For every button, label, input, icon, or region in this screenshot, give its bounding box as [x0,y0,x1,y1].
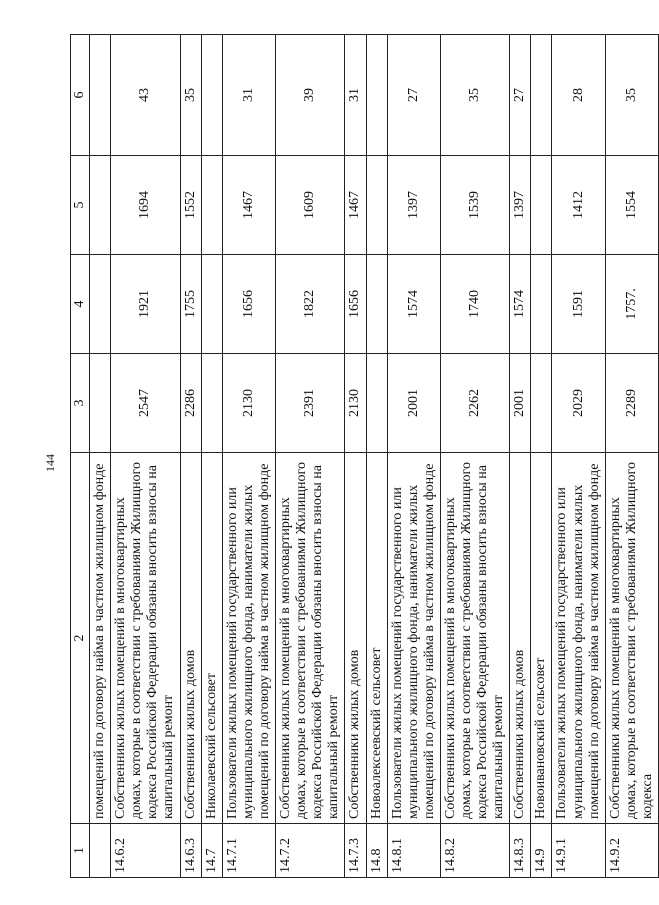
value-cell-col5: 1552 [180,156,201,255]
value-cell-col6: 28 [552,35,605,156]
value-cell-col6: 31 [222,35,275,156]
value-cell-col5: 1467 [345,156,366,255]
column-header: 1 [71,824,90,878]
page-number: 144 [43,454,57,472]
value-cell-col4: 1656 [345,255,366,354]
table-row [345,35,366,878]
value-cell-col4: 1757. [605,255,658,354]
row-description-cell: Собственники жилых домов [180,453,201,824]
table-row [387,35,440,878]
value-cell-col3: 2001 [387,354,440,453]
value-cell-col5 [531,156,552,255]
value-cell-col6 [90,35,111,156]
value-cell-col3: 2130 [222,354,275,453]
row-description-cell: Собственники жилых помещений в многоквартирных домах, которые в соответствии с требованиями Жилищного кодекса Российской Федерации обязаны вносить взносы на капитальный ремонт [440,453,509,824]
value-cell-col3: 2286 [180,354,201,453]
value-cell-col6: 43 [111,35,180,156]
value-cell-col5: 1397 [387,156,440,255]
value-cell-col6 [201,35,222,156]
value-cell-col3: 2029 [552,354,605,453]
value-cell-col3: 2130 [345,354,366,453]
value-cell-col4: 1656 [222,255,275,354]
row-number-cell: 14.8.1 [387,824,440,878]
table-row [440,35,509,878]
value-cell-col5 [201,156,222,255]
value-cell-col6: 27 [510,35,531,156]
row-number-cell: 14.7.2 [276,824,345,878]
row-description-cell: помещений по договору найма в частном жилищном фонде [90,453,111,824]
table-row [90,35,111,878]
value-cell-col5 [366,156,387,255]
row-number-cell: 14.6.2 [111,824,180,878]
value-cell-col6: 31 [345,35,366,156]
row-description-cell: Пользователи жилых помещений государственного или муниципального жилищного фонда, наниматели жилых помещений по договору найма в частном жилищном фонде [222,453,275,824]
table-row [510,35,531,878]
column-header: 4 [71,255,90,354]
value-cell-col4: 1574 [510,255,531,354]
table-row [552,35,605,878]
value-cell-col3 [90,354,111,453]
value-cell-col5: 1694 [111,156,180,255]
value-cell-col4: 1740 [440,255,509,354]
table-row [222,35,275,878]
rotated-page [70,35,655,878]
value-cell-col5: 1397 [510,156,531,255]
column-header: 3 [71,354,90,453]
table-row [111,35,180,878]
row-description-cell: Новоалексеевский сельсовет [366,453,387,824]
value-cell-col6 [366,35,387,156]
table-row [605,35,658,878]
row-number-cell: 14.8 [366,824,387,878]
row-description-cell: Собственники жилых домов [510,453,531,824]
table-row [180,35,201,878]
row-number-cell: 14.9.1 [552,824,605,878]
value-cell-col3: 2289 [605,354,658,453]
value-cell-col3: 2391 [276,354,345,453]
value-cell-col3: 2001 [510,354,531,453]
value-cell-col3 [201,354,222,453]
value-cell-col5: 1412 [552,156,605,255]
value-cell-col6: 27 [387,35,440,156]
value-cell-col4 [531,255,552,354]
value-cell-col3 [531,354,552,453]
value-cell-col3 [366,354,387,453]
row-number-cell: 14.6.3 [180,824,201,878]
value-cell-col6: 35 [180,35,201,156]
value-cell-col6: 35 [440,35,509,156]
row-description-cell: Николаевский сельсовет [201,453,222,824]
value-cell-col5 [90,156,111,255]
row-description-cell: Новоивановский сельсовет [531,453,552,824]
tariff-table [70,34,659,878]
value-cell-col4: 1591 [552,255,605,354]
value-cell-col5: 1609 [276,156,345,255]
row-number-cell: 14.8.3 [510,824,531,878]
value-cell-col4: 1822 [276,255,345,354]
value-cell-col3: 2547 [111,354,180,453]
row-description-cell: Собственники жилых помещений в многоквартирных домах, которые в соответствии с требованиями Жилищного кодекса Российской Федерации обязаны вносить взносы на капитальный ремонт [111,453,180,824]
value-cell-col6: 39 [276,35,345,156]
column-header: 5 [71,156,90,255]
row-number-cell: 14.7.3 [345,824,366,878]
row-description-cell: Пользователи жилых помещений государственного или муниципального жилищного фонда, наниматели жилых помещений по договору найма в частном жилищном фонде [552,453,605,824]
row-description-cell: Собственники жилых домов [345,453,366,824]
table-row [531,35,552,878]
row-number-cell: 14.7 [201,824,222,878]
row-number-cell: 14.7.1 [222,824,275,878]
table-header-row [71,35,90,878]
table-row [366,35,387,878]
value-cell-col4 [201,255,222,354]
row-number-cell: 14.8.2 [440,824,509,878]
value-cell-col4: 1574 [387,255,440,354]
value-cell-col5: 1539 [440,156,509,255]
row-description-cell: Пользователи жилых помещений государственного или муниципального жилищного фонда, наниматели жилых помещений по договору найма в частном жилищном фонде [387,453,440,824]
value-cell-col4: 1921 [111,255,180,354]
row-number-cell: 14.9.2 [605,824,658,878]
column-header: 2 [71,453,90,824]
table-row [201,35,222,878]
column-header: 6 [71,35,90,156]
table-row [276,35,345,878]
value-cell-col6 [531,35,552,156]
value-cell-col4 [366,255,387,354]
row-description-cell: Собственники жилых помещений в многоквартирных домах, которые в соответствии с требованиями Жилищного кодекса Российской Федерации обязаны вносить взносы на капитальный ремонт [276,453,345,824]
page-content [70,35,655,878]
value-cell-col4: 1755 [180,255,201,354]
row-number-cell: 14.9 [531,824,552,878]
value-cell-col5: 1554 [605,156,658,255]
value-cell-col4 [90,255,111,354]
row-number-cell [90,824,111,878]
value-cell-col6: 35 [605,35,658,156]
value-cell-col5: 1467 [222,156,275,255]
table-body [90,35,659,878]
value-cell-col3: 2262 [440,354,509,453]
row-description-cell: Собственники жилых помещений в многоквартирных домах, которые в соответствии с требованиями Жилищного кодекса [605,453,658,824]
